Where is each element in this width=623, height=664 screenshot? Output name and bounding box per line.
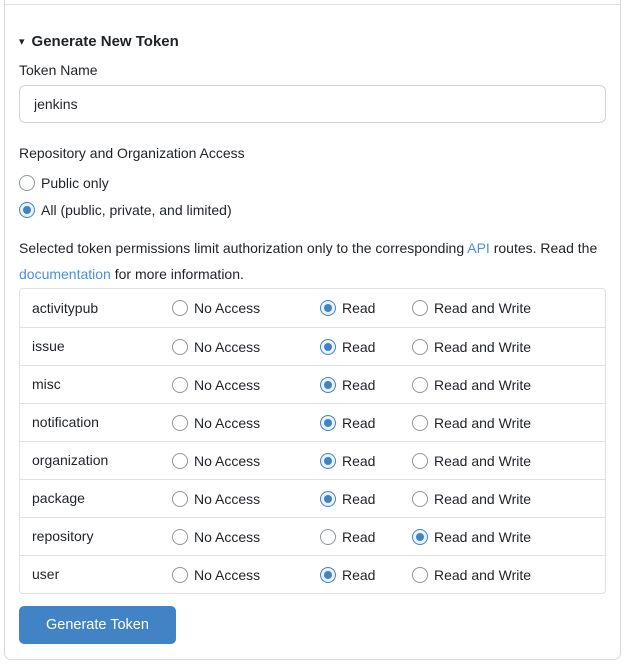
radio-icon[interactable] [172, 377, 188, 393]
access-option-public-only[interactable] [19, 173, 109, 193]
radio-icon[interactable] [320, 339, 336, 355]
scope-option-read[interactable] [320, 415, 412, 431]
scope-option-label: No Access [194, 338, 261, 355]
scope-option-label: Read and Write [434, 338, 532, 355]
scope-option-label: Read [342, 528, 376, 545]
access-option-label: Public only [41, 175, 109, 191]
radio-icon[interactable] [19, 202, 35, 218]
scope-option-label: Read and Write [434, 528, 532, 545]
radio-icon[interactable] [172, 339, 188, 355]
radio-icon[interactable] [172, 529, 188, 545]
token-name-input[interactable] [19, 85, 606, 123]
scope-option-label: Read and Write [434, 414, 532, 431]
note-text-before-api: Selected token permissions limit authorization only to the corresponding [19, 240, 468, 256]
scope-option-read[interactable] [320, 491, 412, 507]
note-text-end: for more information. [110, 266, 244, 282]
scope-option-label: No Access [194, 528, 261, 545]
scope-option-label: Read and Write [434, 300, 532, 316]
scope-option-read[interactable] [320, 453, 412, 469]
scope-option-no-access[interactable] [172, 453, 320, 469]
scope-option-label: Read and Write [434, 376, 532, 393]
note-text-after-api: routes. Read the [489, 240, 598, 256]
radio-icon[interactable] [412, 339, 428, 355]
radio-icon[interactable] [412, 529, 428, 545]
scope-option-no-access[interactable] [172, 339, 320, 355]
caret-down-icon: ▾ [19, 36, 25, 48]
scope-row [20, 517, 605, 555]
scope-option-read-write[interactable] [412, 453, 605, 469]
scope-option-no-access[interactable] [172, 529, 320, 545]
radio-icon[interactable] [172, 491, 188, 507]
scope-option-no-access[interactable] [172, 377, 320, 393]
scope-option-read-write[interactable] [412, 567, 605, 583]
access-option-label: All (public, private, and limited) [41, 202, 232, 218]
scope-row [20, 441, 605, 479]
radio-icon[interactable] [172, 415, 188, 431]
radio-icon[interactable] [320, 491, 336, 507]
scope-option-label: No Access [194, 414, 261, 431]
scope-option-label: Read [342, 490, 376, 507]
radio-icon[interactable] [320, 415, 336, 431]
radio-icon[interactable] [412, 567, 428, 583]
scope-option-label: Read and Write [434, 490, 532, 507]
scope-name: package [32, 490, 85, 506]
scope-name: repository [32, 528, 94, 544]
scope-option-read-write[interactable] [412, 339, 605, 355]
generate-token-form [5, 5, 620, 644]
scope-option-read[interactable] [320, 567, 412, 583]
scope-option-label: Read [342, 338, 376, 355]
radio-icon[interactable] [320, 377, 336, 393]
radio-icon[interactable] [412, 491, 428, 507]
scope-option-label: No Access [194, 452, 261, 469]
scope-row [20, 479, 605, 517]
scope-row [20, 403, 605, 441]
scope-option-read-write[interactable] [412, 491, 605, 507]
scope-option-read-write[interactable] [412, 415, 605, 431]
scope-option-label: No Access [194, 566, 261, 583]
radio-icon[interactable] [172, 567, 188, 583]
scope-row [20, 365, 605, 403]
scopes-table [19, 288, 606, 594]
scope-name: organization [32, 452, 109, 468]
radio-icon[interactable] [320, 529, 336, 545]
radio-icon[interactable] [412, 453, 428, 469]
scope-option-no-access[interactable] [172, 300, 320, 316]
scope-option-label: No Access [194, 300, 261, 316]
scope-option-label: Read [342, 452, 376, 469]
permissions-note [19, 235, 606, 287]
scope-row [20, 327, 605, 365]
scope-option-label: Read and Write [434, 452, 532, 469]
form-title-text: Generate New Token [31, 33, 179, 50]
scope-row [20, 555, 605, 593]
generate-token-button[interactable]: Generate Token [19, 606, 176, 644]
access-section-label: Repository and Organization Access [19, 145, 245, 161]
scope-option-no-access[interactable] [172, 415, 320, 431]
scope-option-no-access[interactable] [172, 567, 320, 583]
scope-name: user [32, 566, 60, 582]
token-name-label: Token Name [19, 62, 98, 78]
scope-name: issue [32, 338, 65, 354]
scope-option-label: Read [342, 566, 376, 583]
scope-option-label: Read [342, 414, 376, 431]
scope-option-label: Read and Write [434, 566, 532, 583]
radio-icon[interactable] [412, 300, 428, 316]
scope-option-read[interactable] [320, 377, 412, 393]
documentation-link[interactable]: documentation [19, 266, 111, 282]
scope-option-read-write[interactable] [412, 300, 605, 316]
generate-new-token-header[interactable] [19, 32, 606, 52]
scope-name: notification [32, 414, 99, 430]
radio-icon[interactable] [412, 377, 428, 393]
api-link[interactable]: API [467, 240, 490, 256]
scope-option-read[interactable] [320, 300, 412, 316]
radio-icon[interactable] [320, 453, 336, 469]
scope-option-label: No Access [194, 490, 261, 507]
access-option-all[interactable] [19, 200, 232, 220]
scope-option-read-write[interactable] [412, 377, 605, 393]
radio-icon[interactable] [412, 415, 428, 431]
scope-option-no-access[interactable] [172, 491, 320, 507]
scope-name: misc [32, 376, 61, 392]
radio-icon[interactable] [172, 300, 188, 316]
scope-row [20, 289, 605, 327]
scope-option-label: Read [342, 376, 376, 393]
radio-icon[interactable] [320, 300, 336, 316]
scope-option-label: No Access [194, 376, 261, 393]
scope-option-read-write[interactable] [412, 529, 605, 545]
scope-option-read[interactable] [320, 339, 412, 355]
tokens-panel [4, 0, 621, 660]
radio-icon[interactable] [19, 175, 35, 191]
scope-option-read[interactable] [320, 529, 412, 545]
radio-icon[interactable] [320, 567, 336, 583]
radio-icon[interactable] [172, 453, 188, 469]
scope-name: activitypub [32, 299, 99, 316]
scope-option-label: Read [342, 300, 376, 316]
